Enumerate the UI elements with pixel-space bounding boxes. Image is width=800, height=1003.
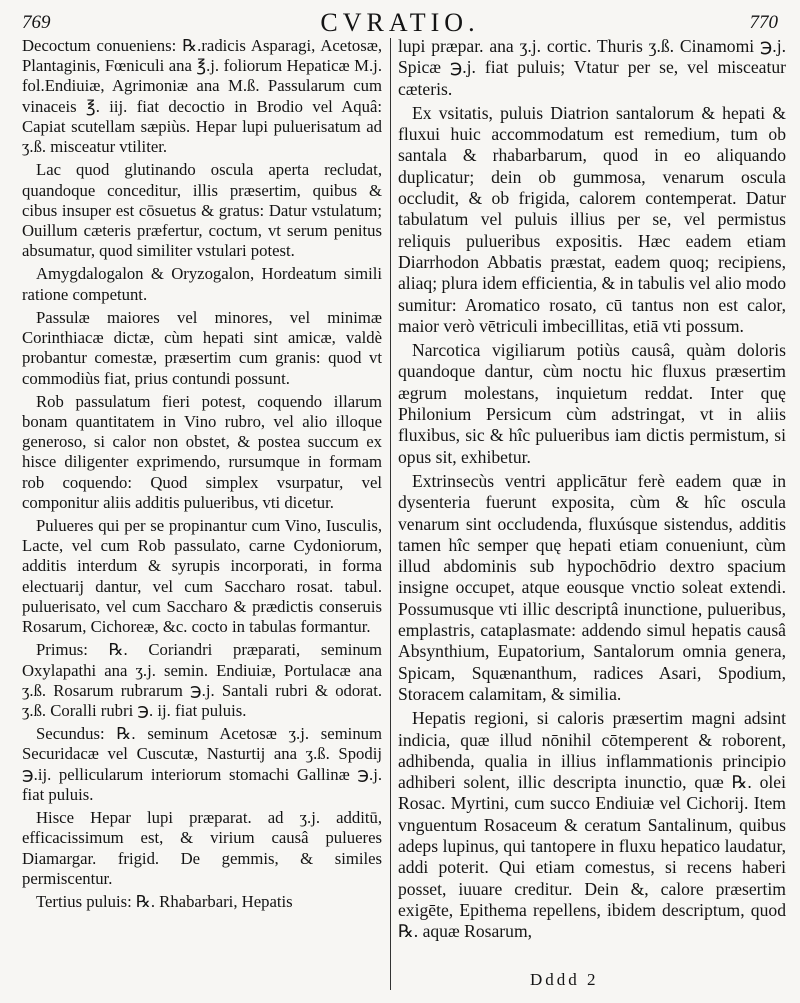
paragraph: Decoctum conueniens: ℞.radicis Asparagi, Acetosæ, Plantaginis, Fœniculi ana ℥.j. foliorum Hepaticæ M.j. fol.Endiuiæ, Agrimoniæ ana M.ß. Passularum cum vinaceis ℥. iij. fiat decoctio in Brodio vel Aquâ: Capiat scutellam sæpiùs. Hepar lupi puluerisatum ad ʒ.ß. misceatur vtiliter. (22, 36, 382, 157)
column-divider (390, 38, 391, 990)
page-number-left: 769 (22, 12, 51, 33)
page-header (0, 4, 800, 38)
paragraph: Rob passulatum fieri potest, coquendo illarum bonam quantitatem in Vino rubro, vel alio illoque generoso, si calor non obstet, & postea succum ex hisce diligenter exprimendo, rursumque in formam rob coquendo: Quod simplex vsurpatur, vel componitur aliis additis pulueribus, vti dicetur. (22, 391, 382, 512)
paragraph: Hisce Hepar lupi præparat. ad ʒ.j. additū, efficacissimum est, & virium causâ pulueres Diamargar. frigid. De gemmis, & similes permiscentur. (22, 808, 382, 888)
signature-mark: Dddd 2 (530, 970, 599, 989)
paragraph: Tertius puluis: ℞. Rhabarbari, Hepatis (36, 891, 293, 911)
paragraph: Hepatis regioni, si caloris præsertim magni adsint indicia, quæ illud nōnihil cōtemperent & roborent, adhibenda, qualia in illius inflammationis principio adhiberi solent, illic descripta inunctio, quæ ℞. olei Rosac. Myrtini, cum succo Endiuiæ vel Cichorij. Item vnguentum Rosaceum & ceratum Santalinum, quibus adeps lupinus, qui tantopere in fluxu hepatico laudatur, addi poterit. Qui etiam comestus, si recens haberi posset, iuuare creditur. Dein &, calore præsertim exigēte, Epithema repellens, ibidem descriptum, quod ℞. aquæ Rosarum, (398, 708, 786, 942)
paragraph: Primus: ℞. Coriandri præparati, seminum Oxylapathi ana ʒ.j. semin. Endiuiæ, Portulacæ ana ʒ.ß. Rosarum rubrarum ℈.j. Santali rubri & odorat. ʒ.ß. Coralli rubri ℈. ij. fiat puluis. (22, 640, 382, 720)
page-number-right: 770 (749, 12, 778, 33)
paragraph: Lac quod glutinando oscula aperta recludat, quandoque conceditur, illis præsertim, quibus & cibus insuper est cōsuetus & gratus: Datur vstulatum; Ouillum cæteris præfertur, coctum, vt serum penitus absumatur, quod similiter vstulari potest. (22, 160, 382, 261)
paragraph: Extrinsecùs ventri applicātur ferè eadem quæ in dysenteria fuerunt exposita, cùm & hîc oscula venarum sint occludenda, fluxúsque sistendus, additis tamen hîc semper quę hepati etiam conueniunt, cùm illud abdominis sub hypochōdrio dextro spacium insigne occupet, atque eousque vnctio soleat extendi. Possumusque vti illic descriptâ inunctione, pulueribus, emplastris, cataplasmate: addendo simul hepatis causâ Absynthium, Eupatorium, Santalorum omnia genera, Spicam, Squænanthum, radices Asari, Spodium, Storacem calamitam, & similia. (398, 470, 786, 704)
running-title: CVRATIO. (320, 8, 480, 37)
paragraph: lupi præpar. ana ʒ.j. cortic. Thuris ʒ.ß. Cinamomi ℈.j. Spicæ ℈.j. fiat puluis; Vtatur per se, vel misceatur cæteris. (398, 36, 786, 99)
paragraph: Amygdalogalon & Oryzogalon, Hordeatum simili ratione competunt. (22, 264, 382, 304)
paragraph: Pulueres qui per se propinantur cum Vino, Iusculis, Lacte, vel cum Rob passulato, carne Cydoniorum, additis interdum & syrupis incorporati, in forma electuarij dantur, vel cum Saccharo rosat. tabul. puluerisato, vel cum Saccharo & prædictis conseruis Rosarum, Cichoreæ, &c. cocto in tabulas formantur. (22, 516, 382, 637)
left-column (22, 36, 382, 915)
paragraph: Secundus: ℞. seminum Acetosæ ʒ.j. seminum Securidacæ vel Cuscutæ, Nasturtij ana ʒ.ß. Spodij ℈.ij. pellicularum interiorum stomachi Gallinæ ℈.j. fiat puluis. (22, 724, 382, 804)
paragraph: Ex vsitatis, puluis Diatrion santalorum & hepati & fluxui huic accommodatum est remedium, tum ob santala & rhabarbarum, quod in eo aliquando duplicatur; dein ob gummosa, venarum oscula occludit, & ob frigida, calorem contemperat. Datur tabulatum vel puluis illius per se, vel permistus reliquis pulueribus expositis. Hæc eadem etiam Diarrhodon Abbatis præstat, eadem quoq; recipiens, aliaq; plura idem efficientia, & in tabulis vel alio modo sumitur: Aromatico rosato, cū tantus non est calor, maior verò vētriculi imbecillitas, etiā vti possum. (398, 102, 786, 336)
paragraph: Narcotica vigiliarum potiùs causâ, quàm doloris quandoque dantur, cùm noctu hic fluxus præsertim ægrum molestans, inquietum reddat. Inter quę Philonium Persicum cùm adstringat, vt in aliis fluxibus, sic & hîc pulueribus iam dictis permistum, si opus sit, exhibetur. (398, 340, 786, 467)
paragraph: Passulæ maiores vel minores, vel minimæ Corinthiacæ dictæ, cùm hepati sint amicæ, valdè probantur comestæ, præsertim cum granis: quod vt commodiùs fiat, prius contundi possunt. (22, 307, 382, 388)
right-column (398, 36, 786, 945)
